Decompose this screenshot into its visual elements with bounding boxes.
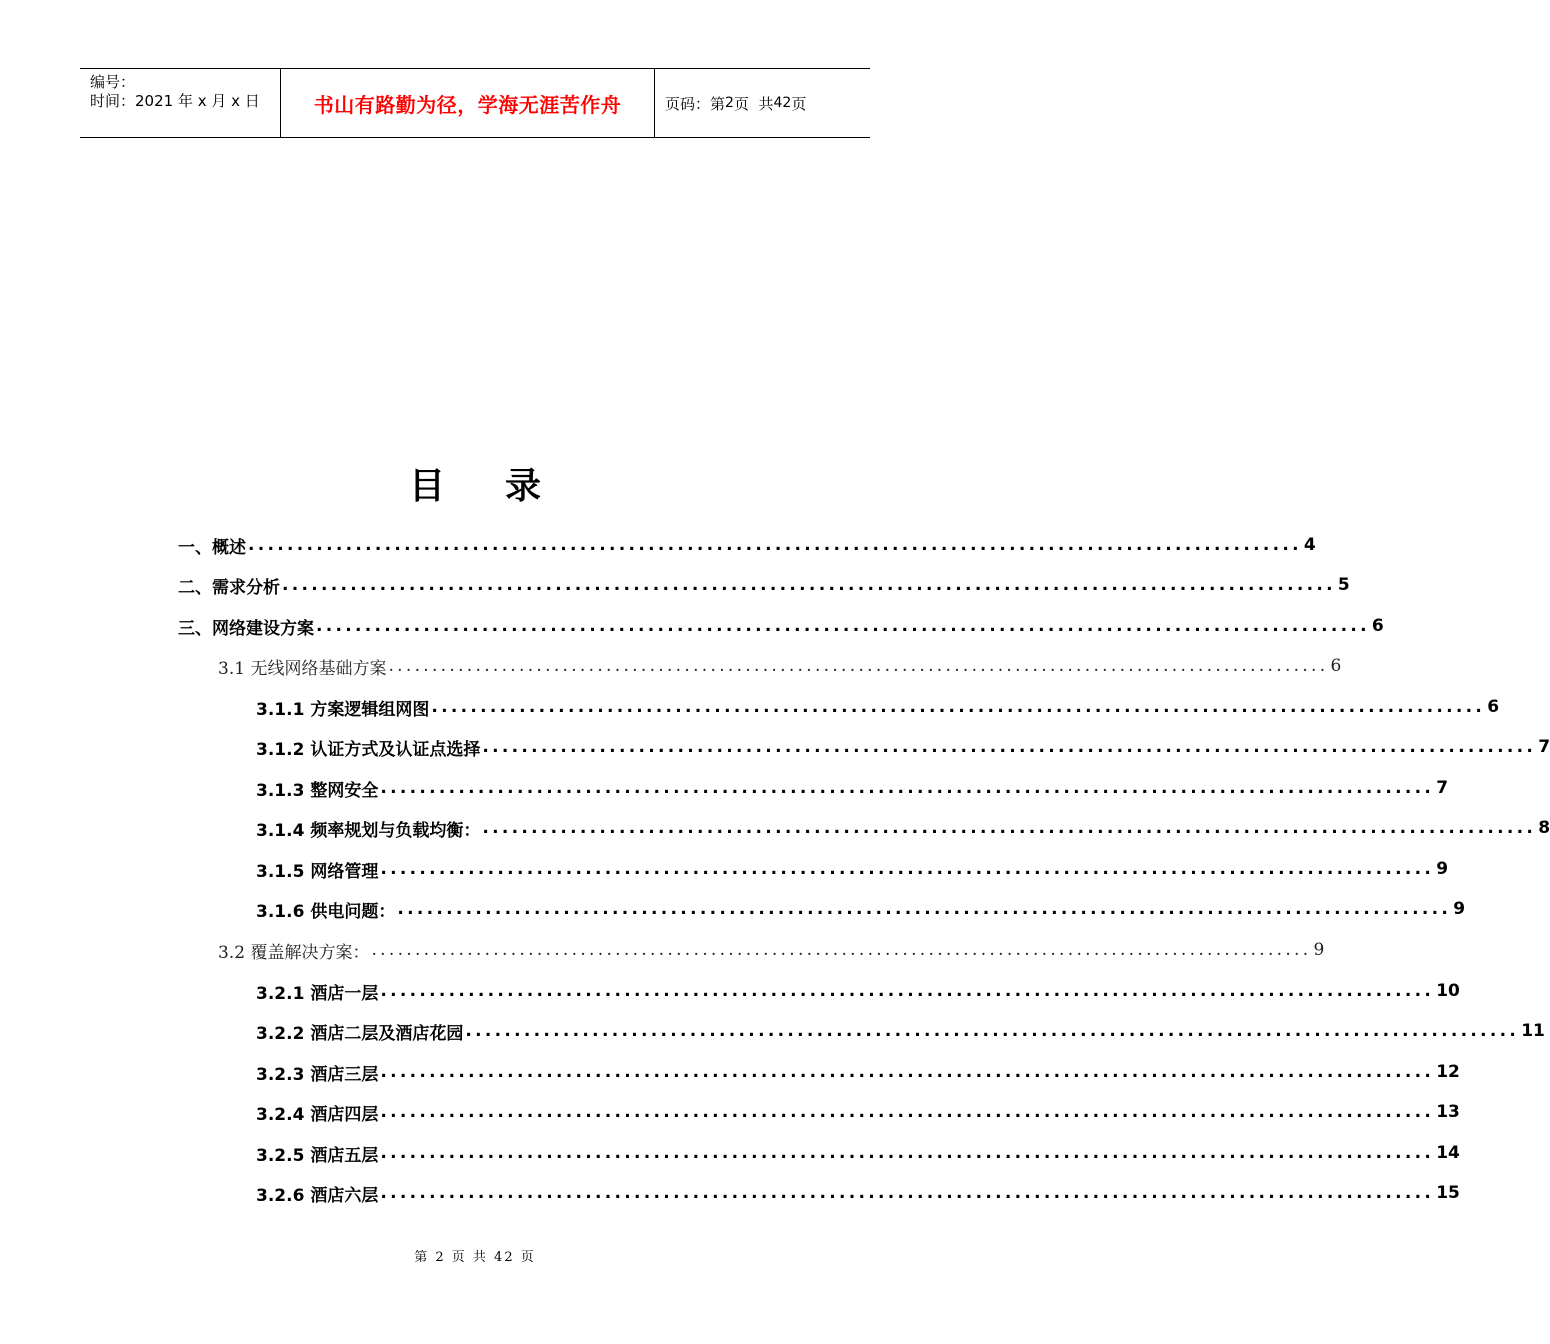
toc-leader-dots: ............................................................................................................ [316, 615, 1370, 636]
toc-entry[interactable] [178, 525, 1316, 565]
toc-entry-page: 5 [1337, 575, 1350, 595]
toc-entry-page: 9 [1453, 899, 1466, 919]
toc-leader-dots: ............................................................................................................ [380, 1142, 1435, 1163]
toc-entry-label: 3.1.2 认证方式及认证点选择 [256, 739, 481, 760]
toc-entry-label: 3.1.3 整网安全 [256, 780, 379, 801]
toc-entry[interactable] [256, 889, 1466, 929]
toc-entry-page: 13 [1436, 1102, 1460, 1122]
toc-entry-label: 3.1.1 方案逻辑组网图 [256, 699, 430, 720]
toc-leader-dots: ............................................................................................................ [380, 1061, 1435, 1082]
toc-leader-dots: ............................................................................................................ [482, 817, 1537, 838]
page-header [80, 68, 870, 138]
toc-leader-dots: ............................................................................................................ [371, 939, 1312, 960]
time-label: 时间：2021 年 x 月 x 日 [90, 92, 260, 110]
toc-entry[interactable] [256, 1052, 1460, 1092]
toc-entry[interactable] [218, 646, 1342, 686]
page-mid: 页 共 [733, 94, 774, 113]
toc-leader-dots: ............................................................................................................ [482, 736, 1537, 757]
header-motto: 书山有路勤为径，学海无涯苦作舟 [281, 69, 655, 137]
toc-leader-dots: ............................................................................................................ [380, 980, 1435, 1001]
toc-leader-dots: ............................................................................................................ [431, 696, 1486, 717]
toc-leader-dots: ............................................................................................................ [282, 574, 1336, 595]
toc-leader-dots: ............................................................................................................ [380, 858, 1435, 879]
toc-entry-page: 4 [1303, 535, 1316, 555]
toc-entry[interactable] [256, 849, 1449, 889]
toc-entry-label: 3.1 无线网络基础方案 [218, 658, 387, 679]
number-label: 编号： [90, 73, 136, 91]
toc-entry-page: 10 [1436, 981, 1460, 1001]
header-page-number [655, 69, 870, 137]
page-total: 42 [773, 95, 792, 111]
page-current: 2 [725, 95, 734, 111]
toc-entry-label: 3.1.6 供电问题： [256, 901, 396, 922]
toc-entry-label: 三、网络建设方案 [178, 618, 314, 639]
toc-leader-dots: ............................................................................................................ [380, 1101, 1435, 1122]
toc-leader-dots: ............................................................................................................ [388, 655, 1329, 676]
toc-entry-label: 一、概述 [178, 537, 246, 558]
toc-entry-label: 3.2.2 酒店二层及酒店花园 [256, 1023, 464, 1044]
toc-entry[interactable] [256, 687, 1500, 727]
toc-entry-label: 3.2.3 酒店三层 [256, 1064, 379, 1085]
toc-entry-label: 二、需求分析 [178, 577, 280, 598]
toc-entry-page: 9 [1436, 859, 1449, 879]
toc-entry-label: 3.1.4 频率规划与负载均衡： [256, 820, 481, 841]
toc-entry-page: 7 [1436, 778, 1449, 798]
toc-entry-page: 7 [1538, 737, 1550, 757]
toc-leader-dots: ............................................................................................................ [465, 1020, 1520, 1041]
toc-entry[interactable] [256, 768, 1449, 808]
toc-entry-label: 3.2.4 酒店四层 [256, 1104, 379, 1125]
toc-entry-page: 11 [1521, 1021, 1545, 1041]
page-suffix: 页 [791, 94, 807, 113]
toc-entry[interactable] [256, 971, 1460, 1011]
toc-entry[interactable] [178, 565, 1350, 605]
toc-entry-page: 15 [1436, 1183, 1460, 1203]
toc-entry-page: 12 [1436, 1062, 1460, 1082]
toc-entry[interactable] [256, 1173, 1460, 1213]
toc-entry-page: 14 [1436, 1143, 1460, 1163]
toc-entry[interactable] [178, 606, 1384, 646]
toc-entry-label: 3.2.5 酒店五层 [256, 1145, 379, 1166]
toc-entry-label: 3.2.1 酒店一层 [256, 983, 379, 1004]
toc-entry[interactable] [256, 1011, 1545, 1051]
toc-entry-page: 9 [1313, 940, 1325, 960]
toc-leader-dots: ............................................................................................................ [248, 534, 1302, 555]
toc-entry-label: 3.2.6 酒店六层 [256, 1185, 379, 1206]
toc-entry[interactable] [256, 808, 1550, 848]
toc-leader-dots: ............................................................................................................ [380, 777, 1435, 798]
toc-entry[interactable] [256, 1092, 1460, 1132]
toc-entry[interactable] [256, 727, 1550, 767]
toc-entry[interactable] [218, 930, 1325, 970]
toc-leader-dots: ............................................................................................................ [380, 1182, 1435, 1203]
toc-entry-page: 6 [1487, 697, 1500, 717]
page-prefix: 页码：第 [665, 94, 726, 113]
toc-entry-page: 6 [1371, 616, 1384, 636]
header-meta [80, 69, 281, 137]
page-footer: 第 2 页 共 42 页 [414, 1250, 536, 1265]
toc-title: 目录 [408, 466, 601, 507]
toc-entry-label: 3.1.5 网络管理 [256, 861, 379, 882]
toc-entry-page: 6 [1330, 656, 1342, 676]
toc-entry-page: 8 [1538, 818, 1550, 838]
toc-entry-label: 3.2 覆盖解决方案： [218, 942, 370, 963]
toc-entry[interactable] [256, 1133, 1460, 1173]
toc-leader-dots: ............................................................................................................ [397, 898, 1452, 919]
